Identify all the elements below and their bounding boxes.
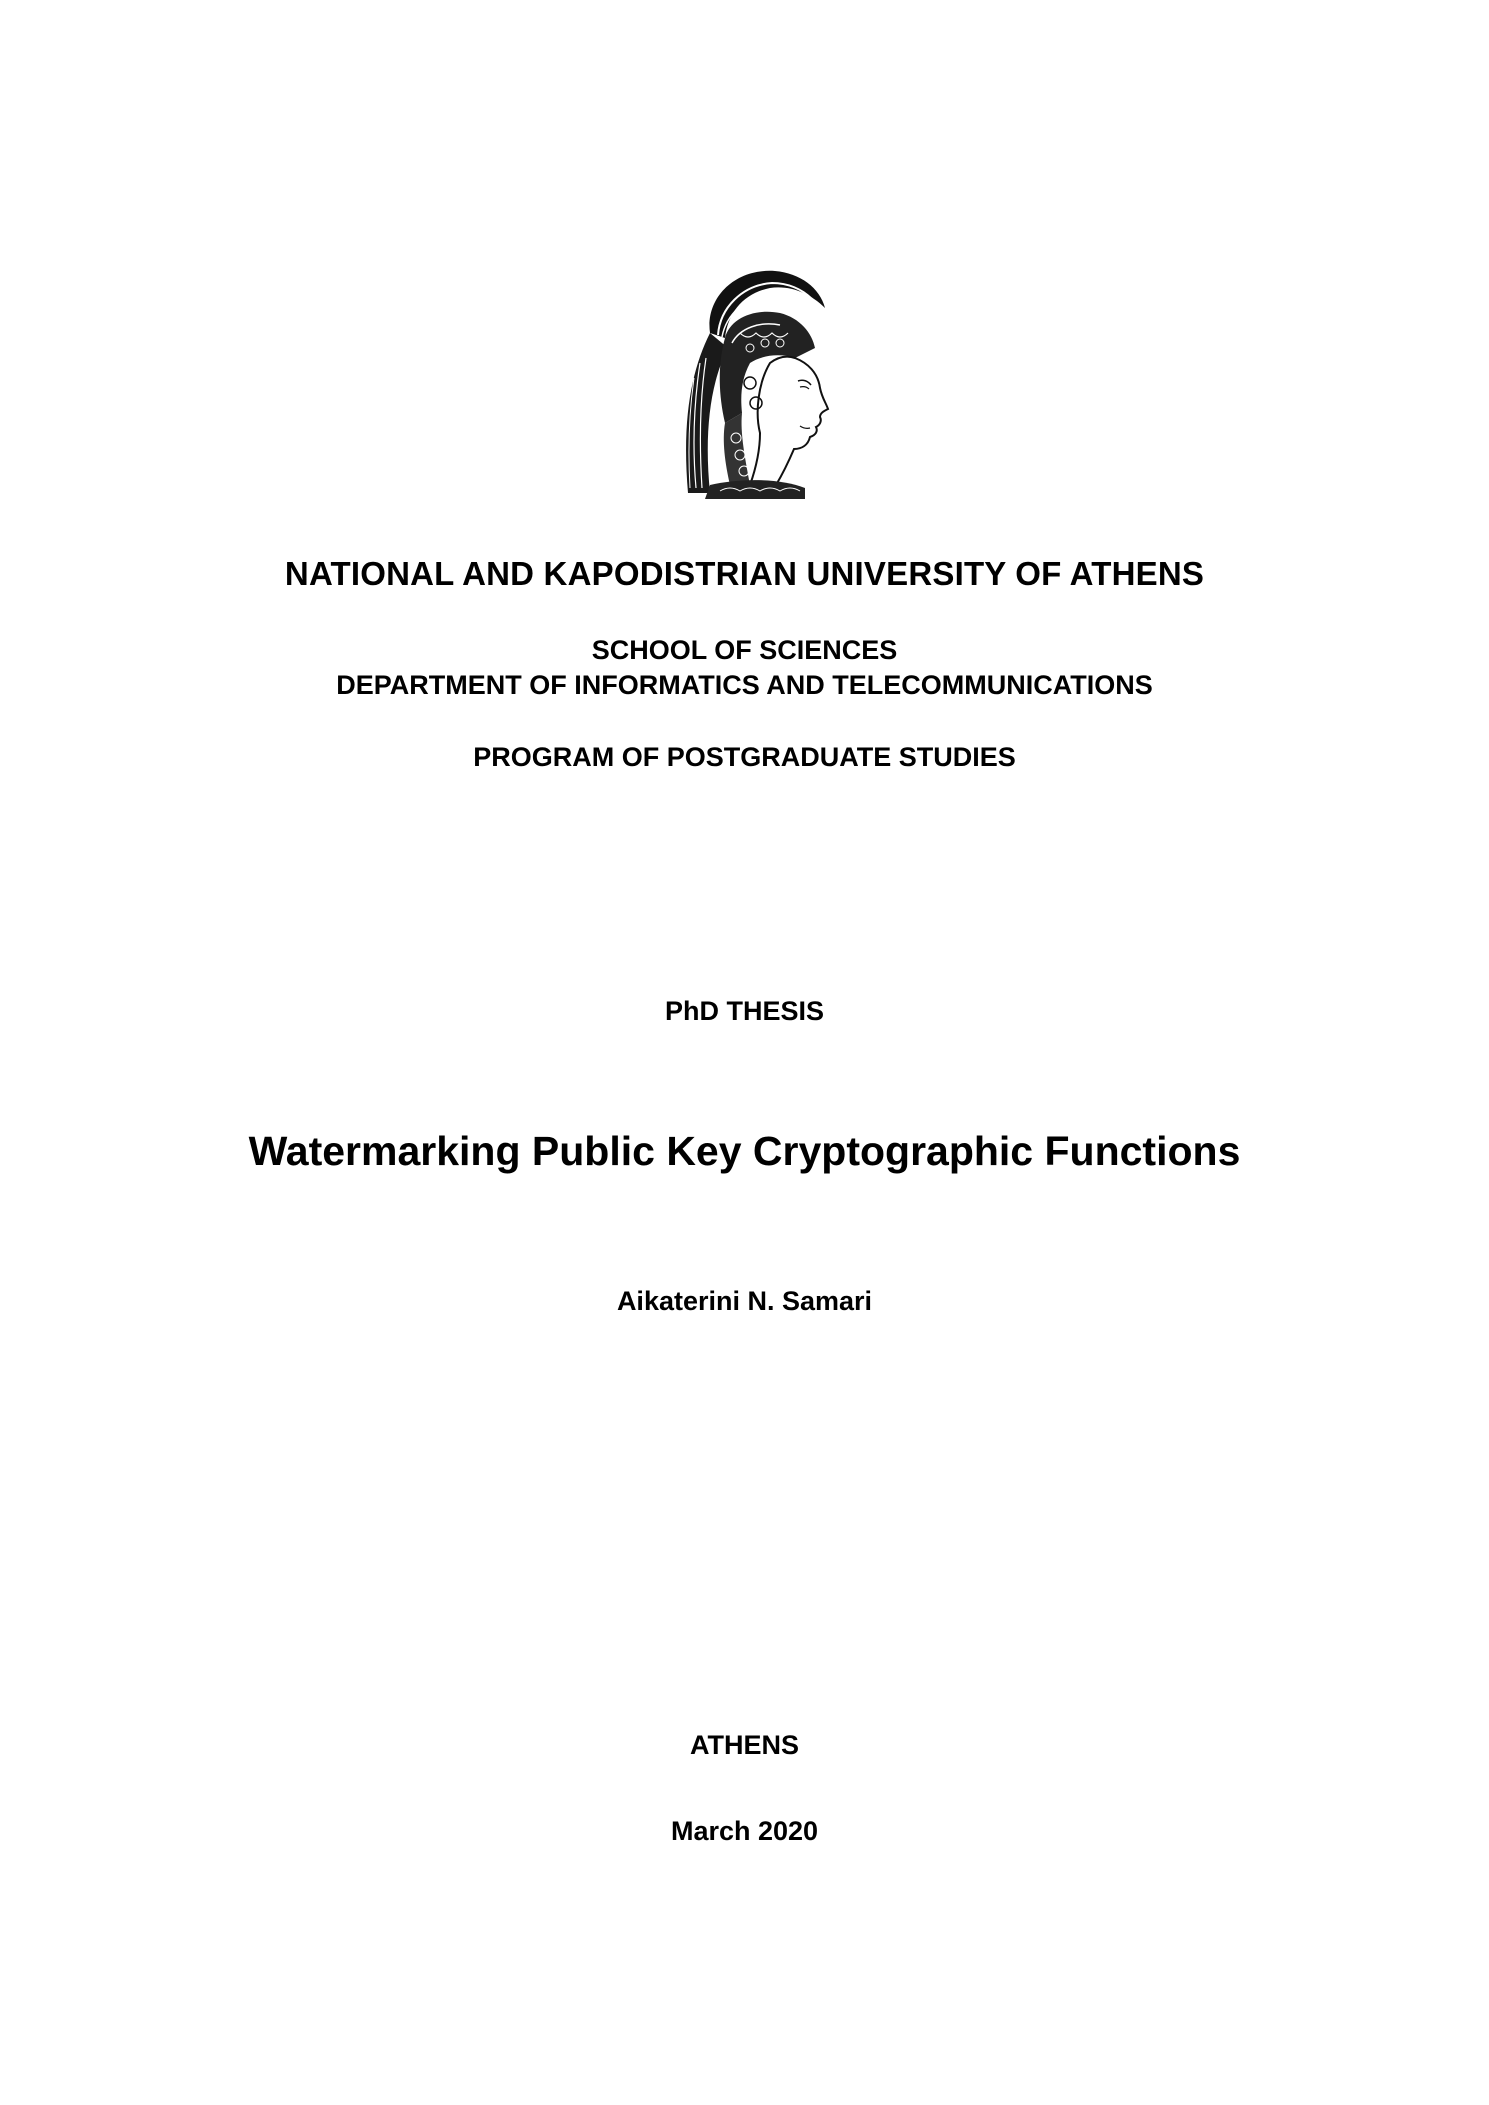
department-name: DEPARTMENT OF INFORMATICS AND TELECOMMUNICATIONS	[336, 670, 1153, 700]
publication-date: March 2020	[670, 1816, 819, 1846]
city: ATHENS	[689, 1730, 799, 1760]
athena-head-emblem-icon	[670, 263, 830, 499]
author-name: Aikaterini N. Samari	[616, 1286, 873, 1316]
university-name: NATIONAL AND KAPODISTRIAN UNIVERSITY OF ATHENS	[284, 555, 1205, 592]
school-name: SCHOOL OF SCIENCES	[591, 635, 898, 665]
thesis-title: Watermarking Public Key Cryptographic Functions	[248, 1128, 1241, 1174]
program-name: PROGRAM OF POSTGRADUATE STUDIES	[473, 742, 1016, 772]
thesis-type: PhD THESIS	[664, 996, 825, 1026]
